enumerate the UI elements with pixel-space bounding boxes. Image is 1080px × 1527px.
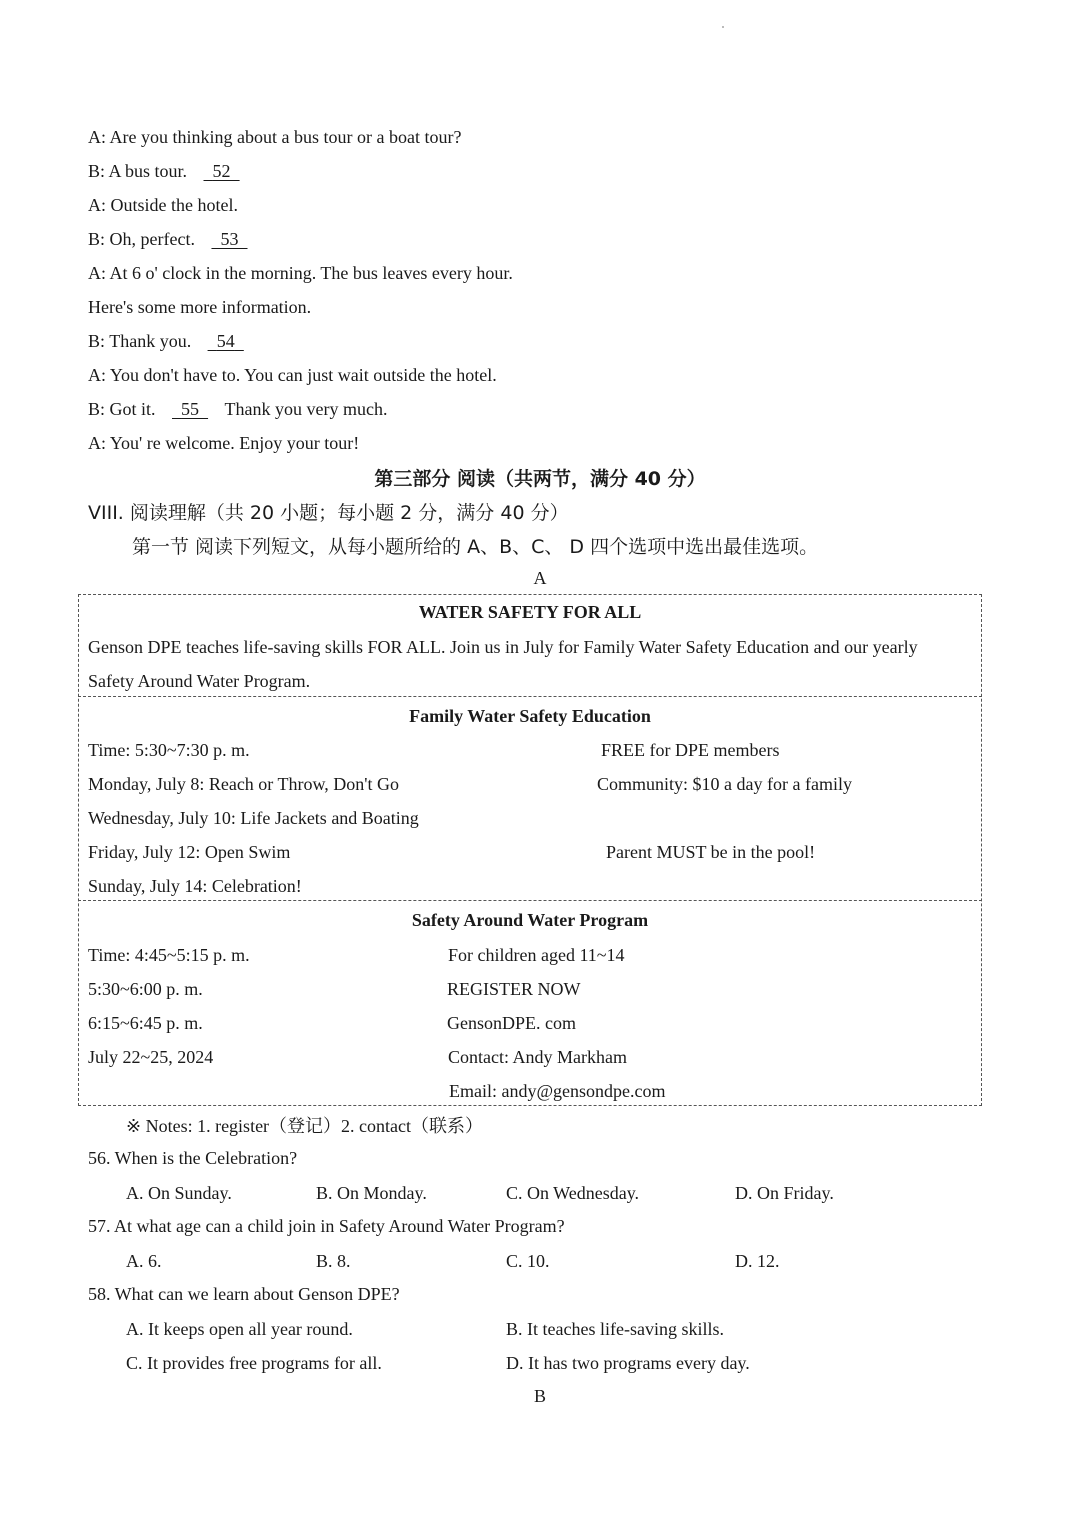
dialogue-line (88, 194, 238, 216)
dialogue-line (88, 262, 513, 284)
family-section-heading: Family Water Safety Education (409, 706, 651, 726)
option-b[interactable]: B. It teaches life-saving skills. (506, 1319, 724, 1339)
passage-a-label: A (533, 568, 547, 588)
scan-speck (722, 26, 724, 28)
option-c[interactable]: C. On Wednesday. (506, 1183, 640, 1203)
dialogue-line (88, 398, 388, 420)
speaker: A: (88, 433, 106, 453)
family-session: Sunday, July 14: Celebration! (88, 876, 302, 896)
family-session: Wednesday, July 10: Life Jackets and Boating (88, 808, 419, 828)
dialogue-text: At 6 o' clock in the morning. The bus leaves every hour. (109, 263, 513, 283)
family-session: Friday, July 12: Open Swim (88, 842, 291, 862)
family-time: Time: 5:30~7:30 p. m. (88, 740, 250, 760)
dialogue-text: A bus tour. (108, 161, 188, 181)
dialogue-line (88, 432, 359, 454)
program-email: Email: andy@gensondpe.com (449, 1081, 666, 1101)
family-price-note: Community: $10 a day for a family (597, 774, 852, 794)
dialogue-line (88, 228, 253, 250)
answer-blank-54: 54 (216, 331, 235, 351)
subsection-title: 第一节 阅读下列短文，从每小题所给的 A、B、C、 D 四个选项中选出最佳选项。 (132, 536, 819, 558)
dialogue-line (88, 330, 250, 352)
question-stem: 56. When is the Celebration? (88, 1148, 298, 1168)
passage-title: WATER SAFETY FOR ALL (418, 602, 642, 622)
dialogue-text: You don't have to. You can just wait outside the hotel. (109, 365, 497, 385)
speaker: B: (88, 229, 106, 249)
dialogue-text-after: Thank you very much. (224, 399, 388, 419)
part-title: 第三部分 阅读（共两节，满分 40 分） (374, 468, 706, 490)
option-a[interactable]: A. 6. (126, 1251, 162, 1271)
program-age: For children aged 11~14 (448, 945, 625, 965)
speaker: B: (88, 399, 106, 419)
question-stem: 57. At what age can a child join in Safety Around Water Program? (88, 1216, 565, 1236)
program-register: REGISTER NOW (447, 979, 581, 999)
program-time: 6:15~6:45 p. m. (88, 1013, 203, 1033)
dialogue-text: You' re welcome. Enjoy your tour! (109, 433, 360, 453)
dialogue-text: Thank you. (109, 331, 192, 351)
option-a[interactable]: A. On Sunday. (126, 1183, 232, 1203)
dialogue-line (88, 364, 497, 386)
family-session: Monday, July 8: Reach or Throw, Don't Go (88, 774, 400, 794)
program-time: 5:30~6:00 p. m. (88, 979, 203, 999)
program-website: GensonDPE. com (447, 1013, 576, 1033)
dialogue-text: Oh, perfect. (109, 229, 195, 249)
dialogue-line (88, 296, 311, 318)
option-b[interactable]: B. On Monday. (316, 1183, 427, 1203)
answer-blank-53: 53 (220, 229, 239, 249)
program-section-heading: Safety Around Water Program (411, 910, 649, 930)
passage-intro-line: Safety Around Water Program. (88, 671, 311, 691)
speaker: A: (88, 195, 106, 215)
box-divider (78, 696, 982, 697)
speaker: A: (88, 127, 106, 147)
dialogue-text: Outside the hotel. (110, 195, 238, 215)
section-title: VIII. 阅读理解（共 20 小题；每小题 2 分，满分 40 分） (88, 502, 569, 524)
family-parent-note: Parent MUST be in the pool! (606, 842, 816, 862)
option-b[interactable]: B. 8. (316, 1251, 351, 1271)
box-divider (78, 900, 982, 901)
answer-blank-55: 55 (181, 399, 200, 419)
option-c[interactable]: C. It provides free programs for all. (126, 1353, 382, 1373)
speaker: B: (88, 331, 106, 351)
dialogue-text: Here's some more information. (88, 297, 312, 317)
passage-intro-line: Genson DPE teaches life-saving skills FOR ALL. Join us in July for Family Water Safety Education and our yearly (88, 637, 918, 657)
dialogue-text: Are you thinking about a bus tour or a boat tour? (109, 127, 462, 147)
option-a[interactable]: A. It keeps open all year round. (126, 1319, 353, 1339)
passage-b-label: B (533, 1386, 546, 1406)
answer-blank-52: 52 (212, 161, 231, 181)
speaker: B: (88, 161, 106, 181)
option-d[interactable]: D. On Friday. (735, 1183, 834, 1203)
option-d[interactable]: D. It has two programs every day. (506, 1353, 750, 1373)
program-time: Time: 4:45~5:15 p. m. (88, 945, 250, 965)
dialogue-text: Got it. (109, 399, 156, 419)
option-d[interactable]: D. 12. (735, 1251, 780, 1271)
speaker: A: (88, 365, 106, 385)
option-c[interactable]: C. 10. (506, 1251, 550, 1271)
family-free-note: FREE for DPE members (601, 740, 780, 760)
program-contact: Contact: Andy Markham (448, 1047, 627, 1067)
program-dates: July 22~25, 2024 (88, 1047, 214, 1067)
dialogue-line (88, 160, 246, 182)
question-stem: 58. What can we learn about Genson DPE? (88, 1284, 400, 1304)
speaker: A: (88, 263, 106, 283)
dialogue-line (88, 126, 461, 148)
notes: ※ Notes: 1. register（登记）2. contact（联系） (126, 1116, 484, 1136)
